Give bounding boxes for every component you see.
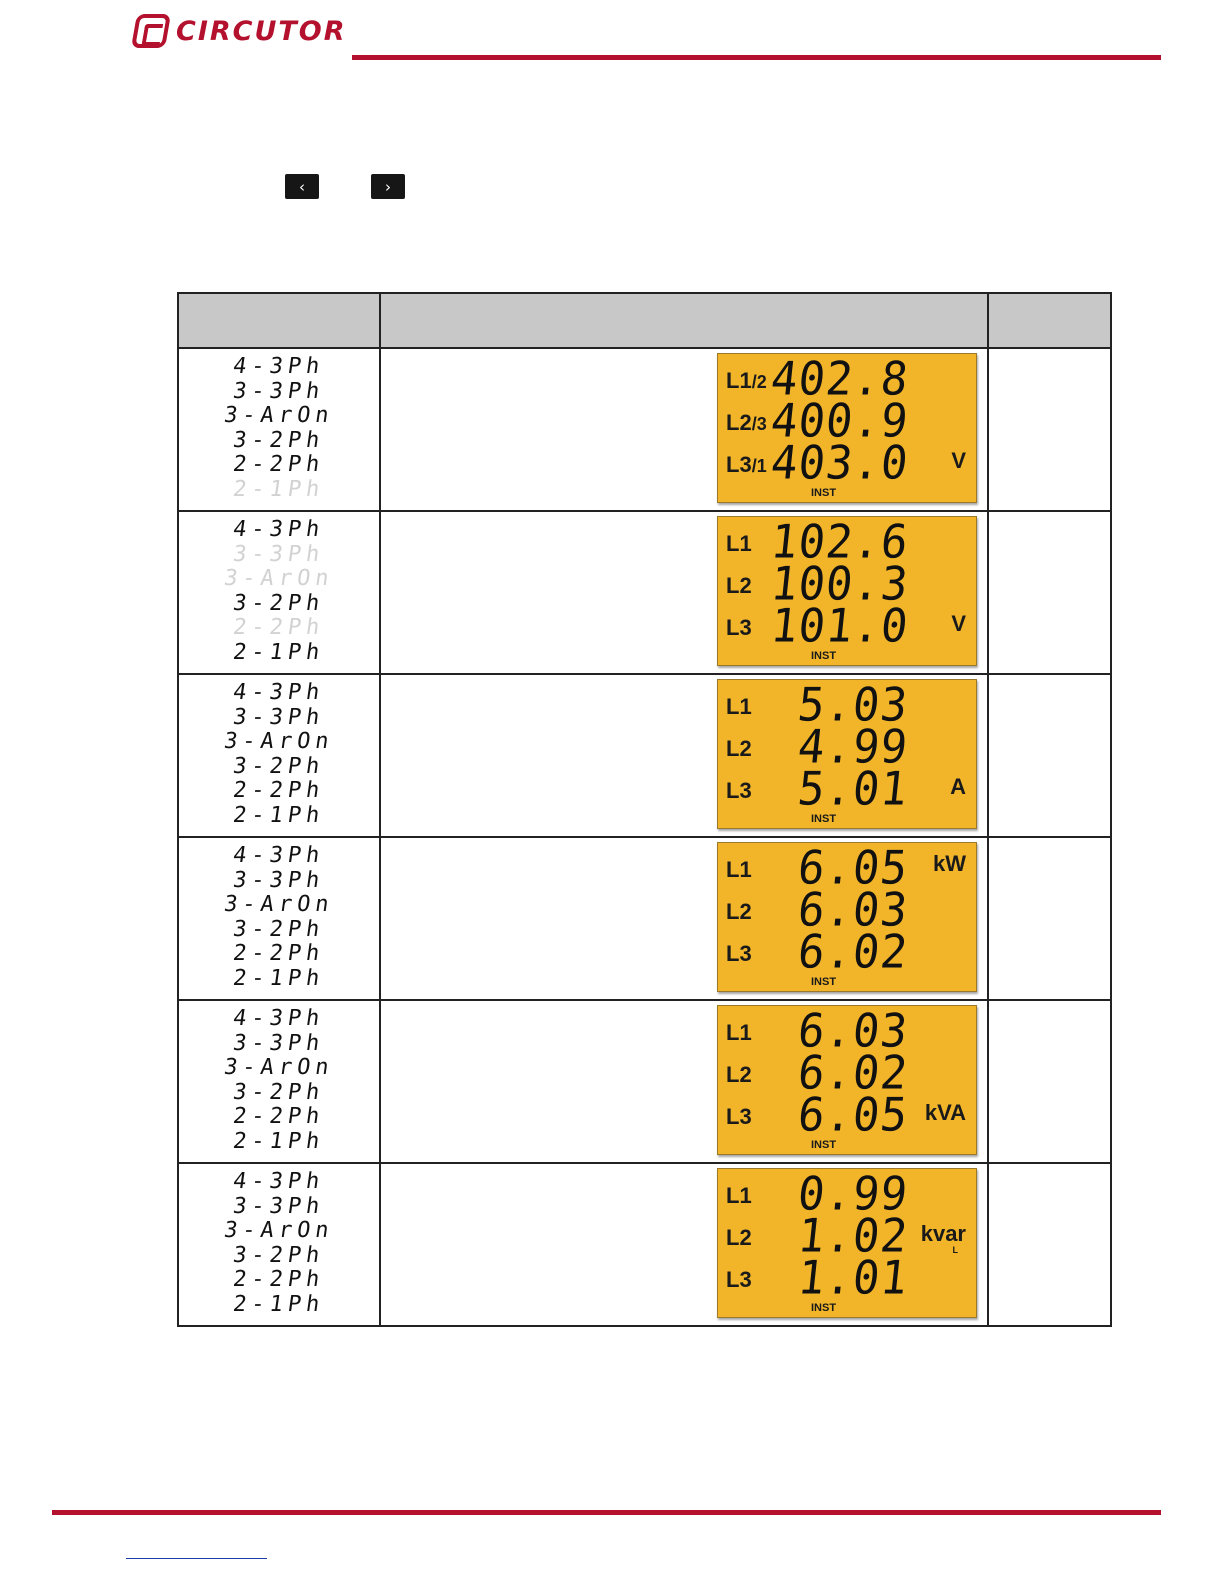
mode-label: 2-1Ph [231, 639, 327, 665]
lcd-phase-label [726, 857, 752, 883]
mode-label: 3-2Ph [231, 1079, 327, 1105]
lcd-display [717, 1005, 977, 1155]
mode-label: 3-3Ph [231, 378, 327, 404]
lcd-line [718, 925, 976, 980]
lcd-value: 6.02 [795, 925, 911, 980]
lcd-value: 402.8 [767, 352, 911, 407]
mode-label: 4-3Ph [231, 1006, 327, 1031]
lcd-display [717, 353, 977, 503]
mode-label: 3-ArOn [222, 1055, 336, 1080]
circutor-logo [134, 14, 347, 48]
lcd-value: 6.05 [795, 841, 911, 896]
lcd-phase-name: L3 [726, 615, 752, 640]
lcd-inst-indicator: INST [811, 976, 837, 988]
header-cell-extra [988, 293, 1111, 348]
mode-list [179, 1001, 379, 1154]
lcd-line [718, 678, 976, 733]
lcd-phase-label [726, 941, 752, 967]
mode-label: 2-2Ph [231, 1267, 327, 1292]
lcd-phase-label [726, 736, 752, 762]
lcd-line [718, 1046, 976, 1101]
lcd-phase-label [726, 1225, 752, 1251]
mode-label: 2-2Ph [231, 1104, 327, 1129]
lcd-line [718, 515, 976, 570]
mode-label: 3-2Ph [231, 427, 327, 453]
lcd-inst-indicator: INST [811, 1139, 837, 1151]
lcd-unit [925, 1100, 966, 1126]
lcd-value: 4.99 [795, 720, 911, 775]
lcd-phase-name: L1 [726, 694, 752, 719]
lcd-phase-name: L2 [726, 1225, 752, 1250]
lcd-line [718, 557, 976, 612]
extra-cell [988, 511, 1111, 674]
screen-cell [380, 1163, 988, 1326]
lcd-value: 6.03 [795, 883, 911, 938]
lcd-unit-text: V [951, 611, 966, 636]
table-row [178, 1000, 1111, 1163]
mode-list [179, 675, 379, 828]
lcd-line [718, 352, 976, 407]
lcd-value: 6.03 [795, 1004, 911, 1059]
mode-label: 3-3Ph [231, 704, 327, 730]
lcd-value: 1.01 [795, 1251, 911, 1306]
lcd-line [718, 1251, 976, 1306]
mode-list [179, 1164, 379, 1317]
lcd-phase-label [726, 1104, 752, 1130]
lcd-line [718, 599, 976, 654]
lcd-phase-name: L1 [726, 1020, 752, 1045]
lcd-phase-label [726, 1020, 752, 1046]
lcd-phase-label [726, 694, 752, 720]
mode-list [179, 838, 379, 991]
screen-cell [380, 348, 988, 511]
lcd-unit [951, 448, 966, 474]
lcd-phase-label [726, 1267, 752, 1293]
lcd-phase-name: L1 [726, 368, 752, 393]
mode-label: 2-2Ph [231, 778, 327, 803]
mode-label: 3-ArOn [222, 566, 336, 591]
lcd-display [717, 1168, 977, 1318]
lcd-value: 5.01 [795, 762, 911, 817]
mode-label: 4-3Ph [231, 1169, 327, 1194]
lcd-value: 403.0 [767, 436, 911, 491]
lcd-phase-label [726, 1062, 752, 1088]
lcd-phase-sub: /2 [751, 372, 767, 392]
lcd-phase-sub: /3 [751, 414, 767, 434]
parameters-table [177, 292, 1112, 1327]
table-header-row [178, 293, 1111, 348]
table-row [178, 674, 1111, 837]
lcd-phase-label [726, 531, 752, 557]
left-key-icon: ‹ [285, 174, 319, 199]
lcd-phase-name: L2 [726, 736, 752, 761]
lcd-phase-name: L3 [726, 1267, 752, 1292]
header-cell-screen [380, 293, 988, 348]
mode-label: 2-2Ph [231, 615, 327, 640]
mode-label: 3-3Ph [231, 1193, 327, 1219]
mode-cell [178, 1000, 380, 1163]
mode-label: 3-2Ph [231, 1242, 327, 1268]
lcd-display [717, 842, 977, 992]
mode-label: 3-2Ph [231, 916, 327, 942]
lcd-line [718, 1167, 976, 1222]
lcd-value: 102.6 [767, 515, 911, 570]
lcd-value: 6.05 [795, 1088, 911, 1143]
lcd-unit [950, 774, 966, 800]
table-row [178, 348, 1111, 511]
mode-label: 3-ArOn [222, 892, 336, 917]
mode-label: 2-2Ph [231, 941, 327, 966]
mode-cell [178, 1163, 380, 1326]
mode-label: 3-2Ph [231, 590, 327, 616]
lcd-phase-label [726, 573, 752, 599]
lcd-value: 100.3 [767, 557, 911, 612]
mode-label: 2-2Ph [231, 452, 327, 477]
lcd-phase-sub: /1 [751, 456, 767, 476]
mode-cell [178, 674, 380, 837]
lcd-phase-label [726, 1183, 752, 1209]
screen-cell [380, 1000, 988, 1163]
lcd-phase-name: L1 [726, 857, 752, 882]
lcd-inst-indicator: INST [811, 813, 837, 825]
lcd-phase-name: L1 [726, 1183, 752, 1208]
lcd-unit [933, 851, 966, 877]
mode-cell [178, 837, 380, 1000]
extra-cell [988, 837, 1111, 1000]
lcd-line [718, 436, 976, 491]
extra-cell [988, 1163, 1111, 1326]
lcd-phase-name: L2 [726, 1062, 752, 1087]
mode-label: 3-ArOn [222, 403, 336, 428]
mode-label: 4-3Ph [231, 517, 327, 542]
mode-label: 2-1Ph [231, 802, 327, 828]
lcd-unit-sub: L [952, 1245, 958, 1255]
mode-label: 4-3Ph [231, 680, 327, 705]
mode-label: 2-1Ph [231, 476, 327, 502]
lcd-phase-label [726, 778, 752, 804]
lcd-display [717, 679, 977, 829]
table-row [178, 511, 1111, 674]
mode-label: 4-3Ph [231, 354, 327, 379]
mode-label: 3-3Ph [231, 867, 327, 893]
lcd-unit [951, 611, 966, 637]
lcd-phase-name: L2 [726, 410, 752, 435]
lcd-line [718, 394, 976, 449]
lcd-value: 101.0 [767, 599, 911, 654]
lcd-display [717, 516, 977, 666]
mode-label: 3-3Ph [231, 541, 327, 567]
lcd-phase-name: L3 [726, 941, 752, 966]
mode-label: 3-ArOn [222, 1218, 336, 1243]
lcd-line [718, 1004, 976, 1059]
extra-cell [988, 674, 1111, 837]
lcd-phase-name: L1 [726, 531, 752, 556]
lcd-line [718, 883, 976, 938]
lcd-unit-text: kvar [920, 1221, 966, 1246]
header-rule [352, 55, 1161, 60]
mode-list [179, 512, 379, 665]
lcd-unit-text: A [950, 774, 966, 799]
lcd-phase-name: L3 [726, 778, 752, 803]
lcd-inst-indicator: INST [811, 1302, 837, 1314]
lcd-phase-label [726, 452, 767, 478]
lcd-unit [920, 1221, 966, 1255]
mode-label: 3-3Ph [231, 1030, 327, 1056]
lcd-value: 400.9 [767, 394, 911, 449]
mode-label: 3-2Ph [231, 753, 327, 779]
lcd-line [718, 762, 976, 817]
right-key-icon: › [371, 174, 405, 199]
footer-link-underline [126, 1558, 267, 1559]
lcd-inst-indicator: INST [811, 487, 837, 499]
lcd-phase-name: L2 [726, 573, 752, 598]
mode-list [179, 349, 379, 502]
mode-label: 2-1Ph [231, 965, 327, 991]
lcd-value: 6.02 [795, 1046, 911, 1101]
mode-label: 3-ArOn [222, 729, 336, 754]
table-row [178, 1163, 1111, 1326]
footer-rule [52, 1510, 1161, 1515]
mode-label: 2-1Ph [231, 1291, 327, 1317]
circutor-logo-mark [131, 14, 171, 48]
lcd-value: 0.99 [795, 1167, 911, 1222]
mode-label: 4-3Ph [231, 843, 327, 868]
table-row [178, 837, 1111, 1000]
lcd-unit-text: kW [933, 851, 966, 876]
extra-cell [988, 1000, 1111, 1163]
lcd-phase-label [726, 410, 767, 436]
screen-cell [380, 674, 988, 837]
lcd-phase-label [726, 615, 752, 641]
lcd-phase-name: L2 [726, 899, 752, 924]
lcd-phase-label [726, 368, 767, 394]
mode-cell [178, 348, 380, 511]
lcd-inst-indicator: INST [811, 650, 837, 662]
extra-cell [988, 348, 1111, 511]
mode-label: 2-1Ph [231, 1128, 327, 1154]
lcd-phase-label [726, 899, 752, 925]
lcd-value: 5.03 [795, 678, 911, 733]
screen-cell [380, 511, 988, 674]
header-cell-mode [178, 293, 380, 348]
lcd-line [718, 720, 976, 775]
lcd-phase-name: L3 [726, 1104, 752, 1129]
lcd-unit-text: kVA [924, 1100, 966, 1125]
lcd-value: 1.02 [795, 1209, 911, 1264]
brand-name: CIRCUTOR [176, 15, 347, 47]
lcd-unit-text: V [951, 448, 966, 473]
lcd-phase-name: L3 [726, 452, 752, 477]
screen-cell [380, 837, 988, 1000]
mode-cell [178, 511, 380, 674]
